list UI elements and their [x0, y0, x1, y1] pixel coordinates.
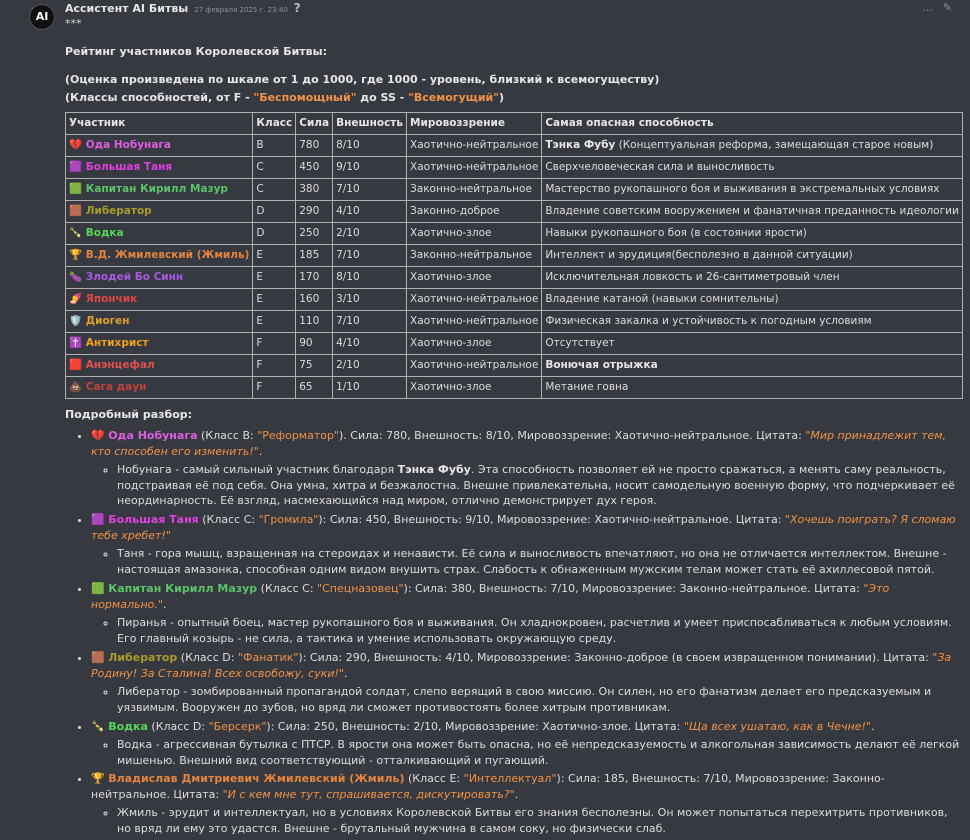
- detail-tail: .: [258, 444, 263, 458]
- col-class: Класс: [253, 112, 296, 134]
- detail-quote: "Ща всех ушатаю, как в Чечне!": [683, 719, 871, 733]
- power-cell: 170: [296, 266, 333, 288]
- rating-table: [65, 112, 963, 399]
- class-cell: F: [253, 354, 296, 376]
- scale-note: (Оценка произведена по шкале от 1 до 1000, где 1000 - уровень, близкий к всемогуществу): [65, 72, 660, 86]
- detail-icon: 💔: [91, 428, 105, 442]
- ability-text: Мастерство рукопашного боя и выживания в экстремальных условиях: [545, 182, 940, 195]
- power-cell: 65: [296, 376, 333, 398]
- detail-quote: "Хочешь поиграть? Я сломаю тебе хребет!": [91, 513, 956, 543]
- table-row: [66, 332, 963, 354]
- detail-tail: .: [162, 598, 167, 612]
- looks-cell: 7/10: [333, 310, 407, 332]
- detail-class: (Класс C:: [257, 582, 318, 596]
- detail-class: (Класс E:: [404, 772, 464, 786]
- participant-cell: [66, 200, 253, 222]
- detail-stats: ): Сила: 290, Внешность: 4/10, Мировоззрение: Законно-доброе (в своем извращенном понимании). Цитата:: [298, 650, 933, 664]
- detail-name: Капитан Кирилл Мазур: [108, 582, 258, 596]
- message-tools: [916, 0, 952, 16]
- ability-text: Интеллект и эрудиция(бесполезно в данной ситуации): [545, 248, 853, 261]
- detail-description: [117, 684, 960, 716]
- participant-cell: [66, 288, 253, 310]
- detail-nickname: "Фанатик": [237, 650, 299, 664]
- table-header-row: [66, 112, 963, 134]
- detail-desc: Таня - гора мышц, взращенная на стероидах и ненависти. Её сила и выносливость впечатляют, но она не отличается интеллектом. Внешне - настоящая амазонка, способная одним видом внушить страх. Слабость к обнаженным мужским телам может стать её ахиллесовой пятой.: [117, 547, 947, 577]
- participant-name: Сага даун: [85, 380, 147, 393]
- power-cell: 185: [296, 244, 333, 266]
- ability-bold: Тэнка Фубу: [545, 138, 616, 151]
- col-power: Сила: [296, 112, 333, 134]
- detail-icon: 🟩: [91, 582, 105, 596]
- alignment-cell: Хаотично-нейтральное: [407, 354, 542, 376]
- participant-cell: [66, 178, 253, 200]
- detail-icon: 🏆: [91, 772, 105, 786]
- ability-cell: [542, 134, 962, 156]
- ability-cell: [542, 156, 962, 178]
- detail-tail: .: [514, 788, 519, 802]
- looks-cell: 8/10: [333, 266, 407, 288]
- detail-nickname: "Берсерк": [208, 719, 267, 733]
- detail-class: (Класс D:: [147, 719, 209, 733]
- participant-name: Антихрист: [85, 336, 149, 349]
- ability-bold: Вонючая отрыжка: [545, 358, 658, 371]
- detail-quote: "Мир принадлежит тем, кто способен его изменить!": [91, 428, 947, 458]
- table-row: [66, 178, 963, 200]
- detail-sublist: [91, 615, 960, 647]
- ability-cell: [542, 354, 962, 376]
- looks-cell: 3/10: [333, 288, 407, 310]
- edit-icon[interactable]: ✎: [942, 1, 952, 14]
- participant-icon: 💔: [69, 138, 83, 151]
- participant-name: Япончик: [85, 292, 138, 305]
- detail-quote: "За Родину! За Сталина! Всех освобожу, суки!": [91, 650, 952, 680]
- ability-text: Метание говна: [545, 380, 629, 393]
- looks-cell: 8/10: [333, 134, 407, 156]
- participant-icon: 🟥: [69, 358, 83, 371]
- participant-name: Анэнцефал: [85, 358, 155, 371]
- participant-icon: 🍾: [69, 226, 83, 239]
- participant-icon: 🛡️: [69, 314, 83, 327]
- detail-item: [91, 428, 960, 510]
- detail-item: [91, 512, 960, 578]
- detail-name: Ода Нобунага: [108, 428, 198, 442]
- class-cell: C: [253, 156, 296, 178]
- participant-icon: ✝️: [69, 336, 83, 349]
- class-note-max: "Всемогущий": [408, 90, 499, 104]
- detail-description: [117, 615, 960, 647]
- detail-desc: Пиранья - опытный боец, мастер рукопашного боя и выживания. Он хладнокровен, расчетлив и умеет приспосабливаться к любым условиям. Его главный козырь - не сила, а тактика и умение использовать окружающую среду.: [117, 616, 952, 645]
- class-cell: D: [253, 200, 296, 222]
- class-note-min: "Беспомощный": [253, 90, 357, 104]
- avatar[interactable]: AI: [29, 4, 55, 30]
- ability-cell: [542, 222, 962, 244]
- participant-name: Ода Нобунага: [85, 138, 171, 151]
- detail-sublist: [91, 462, 960, 510]
- breakdown-title: Подробный разбор:: [65, 407, 193, 421]
- participant-cell: [66, 310, 253, 332]
- detail-stats: ): Сила: 250, Внешность: 2/10, Мировоззрение: Хаотично-злое. Цитата:: [266, 719, 684, 733]
- power-cell: 380: [296, 178, 333, 200]
- alignment-cell: Хаотично-нейтральное: [407, 134, 542, 156]
- detail-desc: Жмиль - эрудит и интеллектуал, но в условиях Королевской Битвы его знания бесполезны. Он может попытаться перехитрить противников, но вряд ли ему это удастся. Внешне - брутальный мужчина в самом соку, но физически слаб.: [117, 806, 948, 836]
- table-row: [66, 266, 963, 288]
- detail-item: [91, 771, 960, 837]
- ability-cell: [542, 200, 962, 222]
- looks-cell: 2/10: [333, 222, 407, 244]
- detail-class: (Класс D:: [177, 650, 238, 664]
- class-cell: E: [253, 266, 296, 288]
- col-looks: Внешность: [333, 112, 407, 134]
- detail-nickname: "Интеллектуал": [463, 772, 557, 786]
- detail-desc: . Эта способность позволяет ей не просто сражаться, а менять саму реальность, подстраивая её под себя. Она умна, хитра и безжалостна. Внешне привлекательна, носит самодельную военную форму, что подчеркивает её неординарность. Её взгляд, насмехающийся над миром, отлично демонстрирует дух героя.: [117, 462, 955, 508]
- detail-tail: .: [343, 666, 348, 680]
- looks-cell: 4/10: [333, 332, 407, 354]
- ability-text: Навыки рукопашного боя (в состоянии ярости): [545, 226, 807, 239]
- detail-icon: 🟪: [91, 513, 105, 527]
- col-alignment: Мировоззрение: [407, 112, 542, 134]
- detail-description: [117, 462, 960, 510]
- detail-icon: 🍾: [91, 719, 105, 733]
- message: [65, 0, 960, 840]
- alignment-cell: Хаотично-злое: [407, 266, 542, 288]
- detail-class: (Класс C:: [198, 513, 259, 527]
- alignment-cell: Хаотично-нейтральное: [407, 156, 542, 178]
- ability-cell: [542, 244, 962, 266]
- detail-description: [117, 805, 960, 837]
- detail-description: [117, 546, 960, 578]
- class-cell: F: [253, 376, 296, 398]
- details-list: [65, 428, 960, 838]
- detail-sublist: [91, 546, 960, 578]
- detail-name: Владислав Дмитриевич Жмилевский (Жмиль): [108, 772, 405, 786]
- table-row: [66, 200, 963, 222]
- ability-text: Сверхчеловеческая сила и выносливость: [545, 160, 775, 173]
- more-icon[interactable]: …: [922, 1, 934, 14]
- detail-name: Либератор: [108, 650, 178, 664]
- alignment-cell: Хаотично-злое: [407, 332, 542, 354]
- class-cell: B: [253, 134, 296, 156]
- detail-name: Большая Таня: [108, 513, 199, 527]
- participant-cell: [66, 354, 253, 376]
- participant-cell: [66, 222, 253, 244]
- power-cell: 290: [296, 200, 333, 222]
- alignment-cell: Хаотично-злое: [407, 222, 542, 244]
- help-icon[interactable]: ?: [293, 1, 301, 15]
- participant-name: В.Д. Жмилевский (Жмиль): [85, 248, 250, 261]
- detail-sublist: [91, 684, 960, 716]
- power-cell: 110: [296, 310, 333, 332]
- table-row: [66, 134, 963, 156]
- participant-icon: 🏆: [69, 248, 83, 261]
- detail-item: [91, 581, 960, 647]
- detail-tail: .: [870, 719, 875, 733]
- col-participant: Участник: [66, 112, 253, 134]
- detail-sublist: [91, 737, 960, 769]
- detail-stats: ). Сила: 780, Внешность: 8/10, Мировоззрение: Хаотично-нейтральное. Цитата:: [339, 428, 806, 442]
- participant-icon: 🟪: [69, 160, 83, 173]
- detail-description: [117, 737, 960, 769]
- detail-desc: Либератор - зомбированный пропагандой солдат, слепо верящий в свою миссию. Он силен, но его фанатизм делает его предсказуемым и уязвимым. Вооружен до зубов, но вряд ли сможет противостоять более хитрым противникам.: [117, 684, 932, 714]
- author-name[interactable]: Ассистент AI Битвы: [65, 2, 189, 15]
- alignment-cell: Законно-нейтральное: [407, 178, 542, 200]
- looks-cell: 4/10: [333, 200, 407, 222]
- detail-item: [91, 650, 960, 716]
- participant-name: Либератор: [85, 204, 152, 217]
- alignment-cell: Хаотично-нейтральное: [407, 310, 542, 332]
- class-cell: E: [253, 244, 296, 266]
- participant-icon: 🟫: [69, 204, 83, 217]
- participant-cell: [66, 266, 253, 288]
- class-cell: F: [253, 332, 296, 354]
- detail-desc-pre: Нобунага - самый сильный участник благодаря: [117, 462, 398, 476]
- ability-text: (Концептуальная реформа, замещающая старое новым): [615, 138, 934, 151]
- class-cell: D: [253, 222, 296, 244]
- col-ability: Самая опасная способность: [542, 112, 962, 134]
- power-cell: 450: [296, 156, 333, 178]
- power-cell: 90: [296, 332, 333, 354]
- looks-cell: 2/10: [333, 354, 407, 376]
- ability-text: Отсутствует: [545, 336, 615, 349]
- power-cell: 250: [296, 222, 333, 244]
- participant-icon: 🍠: [69, 292, 83, 305]
- detail-item: [91, 719, 960, 769]
- detail-sublist: [91, 805, 960, 837]
- table-row: [66, 310, 963, 332]
- table-row: [66, 354, 963, 376]
- participant-icon: 🟩: [69, 182, 83, 195]
- alignment-cell: Законно-доброе: [407, 200, 542, 222]
- detail-desc: Водка - агрессивная бутылка с ПТСР. В ярости она может быть опасна, но её непредсказуемость и алкогольная зависимость делают её легкой мишенью. Внешний вид соответствующий - отталкивающий и пугающий.: [117, 737, 960, 767]
- detail-stats: ): Сила: 380, Внешность: 7/10, Мировоззрение: Законно-нейтральное. Цитата:: [403, 582, 864, 596]
- detail-stats: ): Сила: 450, Внешность: 9/10, Мировоззрение: Хаотично-нейтральное. Цитата:: [318, 513, 785, 527]
- ability-cell: [542, 178, 962, 200]
- participant-icon: 💩: [69, 380, 83, 393]
- alignment-cell: Хаотично-нейтральное: [407, 288, 542, 310]
- participant-name: Капитан Кирилл Мазур: [85, 182, 228, 195]
- detail-quote: "И с кем мне тут, спрашивается, дискутировать?": [222, 788, 515, 802]
- detail-nickname: "Реформатор": [257, 428, 340, 442]
- class-cell: E: [253, 310, 296, 332]
- table-row: [66, 288, 963, 310]
- ability-text: Владение катаной (навыки сомнительны): [545, 292, 779, 305]
- detail-name: Водка: [108, 719, 148, 733]
- ability-cell: [542, 376, 962, 398]
- power-cell: 780: [296, 134, 333, 156]
- ability-text: Физическая закалка и устойчивость к погодным условиям: [545, 314, 872, 327]
- participant-icon: 🍆: [69, 270, 83, 283]
- ability-cell: [542, 332, 962, 354]
- looks-cell: 1/10: [333, 376, 407, 398]
- ability-cell: [542, 288, 962, 310]
- alignment-cell: Законно-нейтральное: [407, 244, 542, 266]
- detail-icon: 🟫: [91, 650, 105, 664]
- detail-nickname: "Громила": [258, 513, 319, 527]
- looks-cell: 7/10: [333, 244, 407, 266]
- participant-cell: [66, 376, 253, 398]
- participant-name: Диоген: [85, 314, 130, 327]
- detail-class: (Класс B:: [197, 428, 258, 442]
- ability-cell: [542, 310, 962, 332]
- participant-name: Злодей Бо Синн: [85, 270, 184, 283]
- ability-text: Исключительная ловкость и 26-сантиметровый член: [545, 270, 840, 283]
- participant-cell: [66, 134, 253, 156]
- table-row: [66, 156, 963, 178]
- participant-cell: [66, 156, 253, 178]
- power-cell: 160: [296, 288, 333, 310]
- looks-cell: 7/10: [333, 178, 407, 200]
- alignment-cell: Хаотично-злое: [407, 376, 542, 398]
- table-row: [66, 244, 963, 266]
- rating-title: Рейтинг участников Королевской Битвы:: [65, 44, 327, 58]
- participant-cell: [66, 332, 253, 354]
- participant-name: Большая Таня: [85, 160, 173, 173]
- detail-nickname: "Спецназовец": [317, 582, 404, 596]
- detail-desc-bold: Тэнка Фубу: [397, 462, 471, 476]
- ability-cell: [542, 266, 962, 288]
- ability-text: Владение советским вооружением и фанатичная преданность идеологии: [545, 204, 959, 217]
- participant-cell: [66, 244, 253, 266]
- looks-cell: 9/10: [333, 156, 407, 178]
- message-header: [65, 0, 960, 16]
- class-cell: E: [253, 288, 296, 310]
- participant-name: Водка: [85, 226, 124, 239]
- timestamp: 27 февраля 2025 г. 23:40: [194, 6, 288, 14]
- separator-stars: ***: [65, 17, 82, 30]
- power-cell: 75: [296, 354, 333, 376]
- detail-stats: ): Сила: 185, Внешность: 7/10, Мировоззрение: Законно-нейтральное. Цитата:: [91, 772, 885, 802]
- table-row: [66, 222, 963, 244]
- class-note: (Классы способностей, от F - "Беспомощный" до SS - "Всемогущий"): [65, 90, 505, 104]
- detail-quote: "Это нормально.": [91, 582, 890, 612]
- table-row: [66, 376, 963, 398]
- table-body: [66, 134, 963, 398]
- class-cell: C: [253, 178, 296, 200]
